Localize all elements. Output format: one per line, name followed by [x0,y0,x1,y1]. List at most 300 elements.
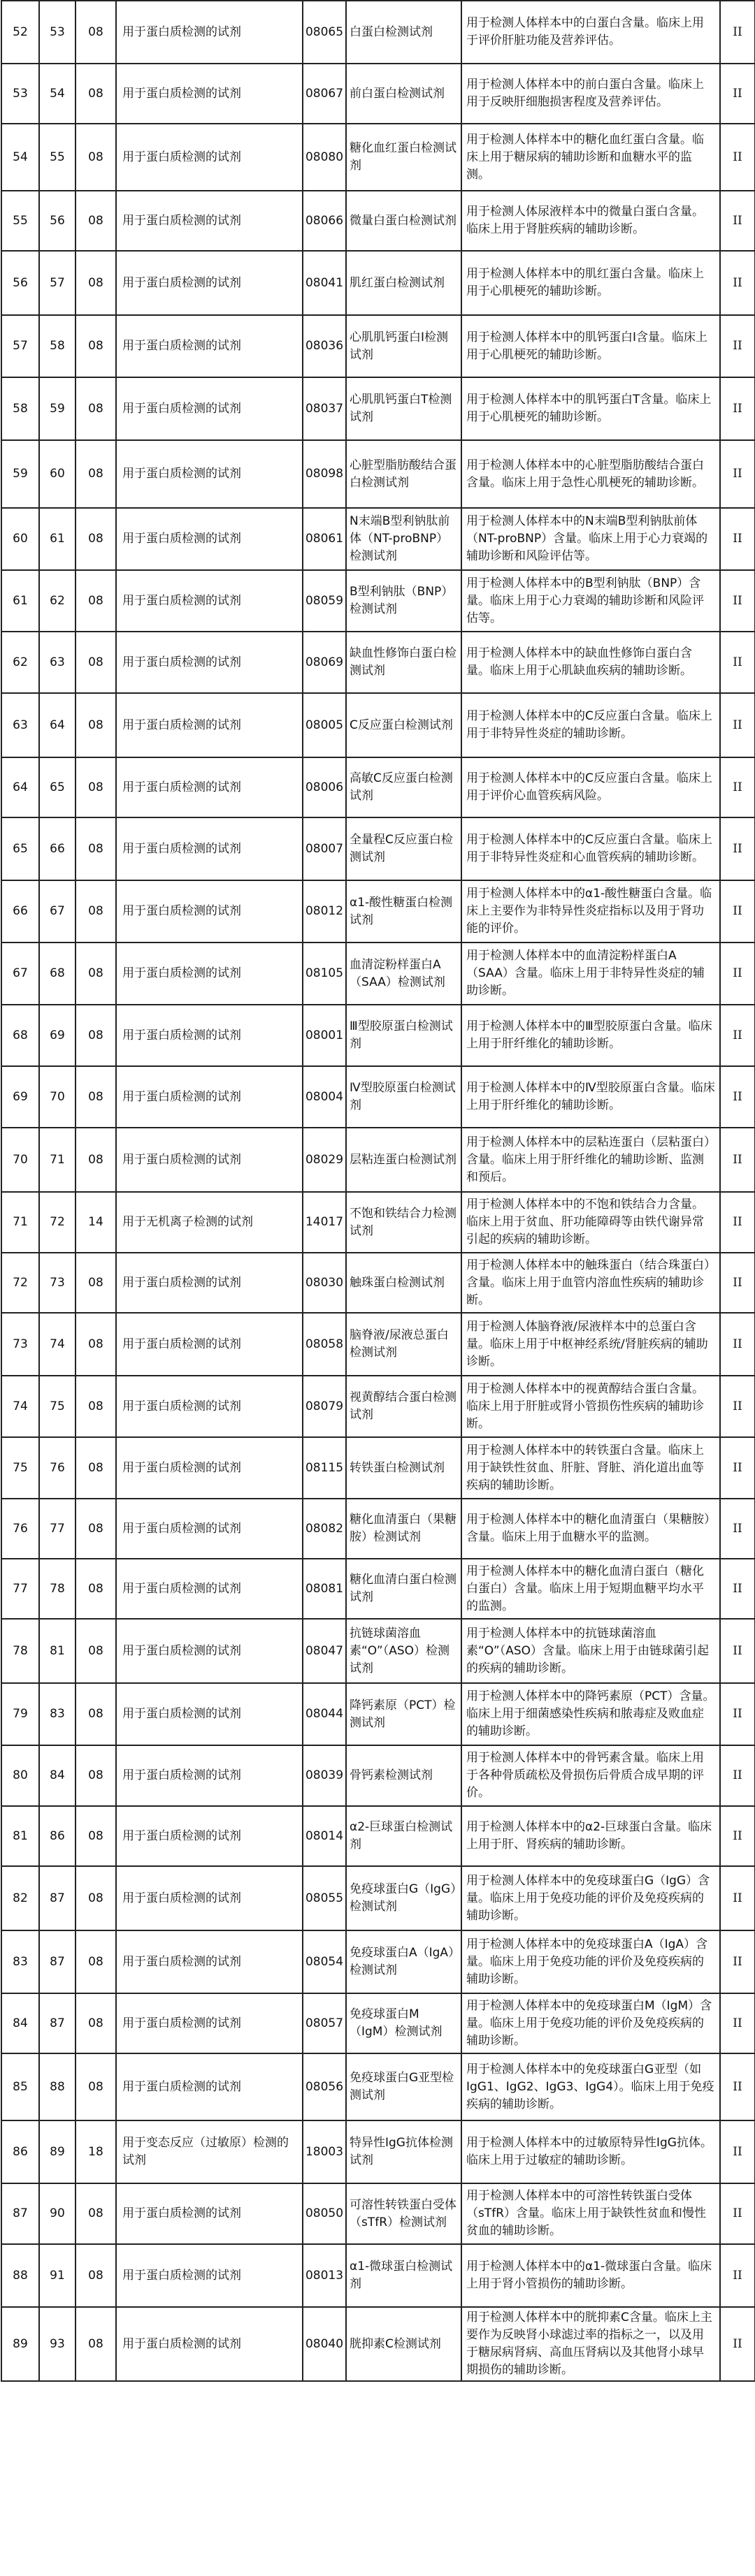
management-class: II [720,1559,755,1619]
intended-use: 用于检测人体样本中的免疫球蛋白M（IgM）含量。临床上用于免疫功能的评价及免疫疾病的辅助诊断。 [461,1993,720,2053]
product-code: 08055 [303,1866,346,1930]
intended-use: 用于检测人体样本中的α1-微球蛋白含量。临床上用于肾小管损伤的辅助诊断。 [461,2244,720,2307]
category-name: 用于蛋白质检测的试剂 [116,64,303,124]
product-name: Ⅳ型胶原蛋白检测试剂 [346,1066,461,1128]
category-name: 用于蛋白质检测的试剂 [116,1005,303,1066]
product-code: 08005 [303,693,346,757]
category-name: 用于无机离子检测的试剂 [116,1192,303,1253]
source-number: 69 [39,1005,76,1066]
management-class: II [720,1128,755,1192]
product-name: 胱抑素C检测试剂 [346,2307,461,2381]
table-row [1,1683,755,1745]
management-class: II [720,693,755,757]
category-code: 08 [76,1253,116,1313]
intended-use: 用于检测人体样本中的免疫球蛋白A（IgA）含量。临床上用于免疫功能的评价及免疫疾病的辅助诊断。 [461,1930,720,1993]
row-number: 74 [1,1376,39,1437]
management-class: II [720,1066,755,1128]
product-code: 08115 [303,1437,346,1499]
product-code: 08013 [303,2244,346,2307]
product-code: 08079 [303,1376,346,1437]
source-number: 78 [39,1559,76,1619]
product-code: 08080 [303,124,346,191]
category-code: 08 [76,64,116,124]
table-row [1,251,755,315]
table-row [1,191,755,251]
product-code: 08007 [303,817,346,880]
table-row [1,1559,755,1619]
category-code: 08 [76,1806,116,1866]
category-name: 用于蛋白质检测的试剂 [116,817,303,880]
product-name: α1-酸性糖蛋白检测试剂 [346,880,461,943]
product-name: 转铁蛋白检测试剂 [346,1437,461,1499]
intended-use: 用于检测人体样本中的Ⅲ型胶原蛋白含量。临床上用于肝纤维化的辅助诊断。 [461,1005,720,1066]
table-row [1,1499,755,1559]
intended-use: 用于检测人体样本中的不饱和铁结合力含量。临床上用于贫血、肝功能障碍等由铁代谢异常引起的疾病的辅助诊断。 [461,1192,720,1253]
row-number: 57 [1,315,39,377]
category-code: 08 [76,2183,116,2244]
product-code: 08082 [303,1499,346,1559]
product-name: 触珠蛋白检测试剂 [346,1253,461,1313]
table-row [1,315,755,377]
source-number: 67 [39,880,76,943]
category-code: 08 [76,1313,116,1376]
row-number: 73 [1,1313,39,1376]
product-name: 特异性IgG抗体检测试剂 [346,2120,461,2183]
category-name: 用于蛋白质检测的试剂 [116,1437,303,1499]
management-class: II [720,1683,755,1745]
intended-use: 用于检测人体样本中的肌红蛋白含量。临床上用于心肌梗死的辅助诊断。 [461,251,720,315]
management-class: II [720,1619,755,1683]
row-number: 79 [1,1683,39,1745]
row-number: 86 [1,2120,39,2183]
category-code: 08 [76,1005,116,1066]
management-class: II [720,880,755,943]
table-row [1,1866,755,1930]
management-class: II [720,377,755,440]
intended-use: 用于检测人体样本中的糖化血清蛋白（果糖胺）含量。临床上用于血糖水平的监测。 [461,1499,720,1559]
source-number: 57 [39,251,76,315]
intended-use: 用于检测人体样本中的视黄醇结合蛋白含量。临床上用于肝脏或肾小管损伤性疾病的辅助诊断。 [461,1376,720,1437]
table-row [1,124,755,191]
product-code: 08059 [303,570,346,632]
product-name: 糖化血红蛋白检测试剂 [346,124,461,191]
management-class: II [720,1866,755,1930]
product-name: 脑脊液/尿液总蛋白检测试剂 [346,1313,461,1376]
management-class: II [720,1499,755,1559]
management-class: II [720,124,755,191]
category-name: 用于蛋白质检测的试剂 [116,1930,303,1993]
management-class: II [720,191,755,251]
category-code: 08 [76,1993,116,2053]
product-name: 全量程C反应蛋白检测试剂 [346,817,461,880]
product-code: 08036 [303,315,346,377]
table-row [1,817,755,880]
product-name: Ⅲ型胶原蛋白检测试剂 [346,1005,461,1066]
category-name: 用于蛋白质检测的试剂 [116,757,303,817]
product-name: 免疫球蛋白M（IgM）检测试剂 [346,1993,461,2053]
source-number: 70 [39,1066,76,1128]
intended-use: 用于检测人体样本中的C反应蛋白含量。临床上用于非特异性炎症的辅助诊断。 [461,693,720,757]
source-number: 58 [39,315,76,377]
management-class: II [720,2053,755,2120]
category-name: 用于蛋白质检测的试剂 [116,508,303,570]
product-name: 微量白蛋白检测试剂 [346,191,461,251]
category-name: 用于蛋白质检测的试剂 [116,1806,303,1866]
intended-use: 用于检测人体样本中的触珠蛋白（结合珠蛋白）含量。临床上用于血管内溶血性疾病的辅助诊断。 [461,1253,720,1313]
management-class: II [720,570,755,632]
management-class: II [720,1745,755,1806]
category-name: 用于蛋白质检测的试剂 [116,1745,303,1806]
source-number: 62 [39,570,76,632]
row-number: 81 [1,1806,39,1866]
category-code: 08 [76,632,116,693]
category-code: 08 [76,757,116,817]
source-number: 84 [39,1745,76,1806]
category-code: 14 [76,1192,116,1253]
category-code: 08 [76,570,116,632]
table-row [1,1437,755,1499]
product-name: 糖化血清白蛋白检测试剂 [346,1559,461,1619]
table-row [1,570,755,632]
management-class: II [720,508,755,570]
product-name: 血清淀粉样蛋白A（SAA）检测试剂 [346,943,461,1005]
management-class: II [720,1437,755,1499]
category-code: 08 [76,440,116,508]
source-number: 55 [39,124,76,191]
intended-use: 用于检测人体样本中的降钙素原（PCT）含量。临床上用于细菌感染性疾病和脓毒症及败血症的辅助诊断。 [461,1683,720,1745]
source-number: 76 [39,1437,76,1499]
row-number: 80 [1,1745,39,1806]
table-row [1,377,755,440]
product-code: 08037 [303,377,346,440]
table-row [1,632,755,693]
intended-use: 用于检测人体样本中的前白蛋白含量。临床上用于反映肝细胞损害程度及营养评估。 [461,64,720,124]
category-code: 08 [76,2053,116,2120]
category-name: 用于蛋白质检测的试剂 [116,1866,303,1930]
product-name: 缺血性修饰白蛋白检测试剂 [346,632,461,693]
row-number: 77 [1,1559,39,1619]
source-number: 56 [39,191,76,251]
category-name: 用于蛋白质检测的试剂 [116,1313,303,1376]
management-class: II [720,1005,755,1066]
category-name: 用于变态反应（过敏原）检测的试剂 [116,2120,303,2183]
management-class: II [720,1,755,64]
category-name: 用于蛋白质检测的试剂 [116,1376,303,1437]
catalog-table [1,0,755,2382]
source-number: 72 [39,1192,76,1253]
product-code: 08056 [303,2053,346,2120]
row-number: 54 [1,124,39,191]
row-number: 70 [1,1128,39,1192]
table-row [1,1253,755,1313]
product-code: 08098 [303,440,346,508]
row-number: 67 [1,943,39,1005]
intended-use: 用于检测人体样本中的α1-酸性糖蛋白含量。临床上主要作为非特异性炎症指标以及用于肾功能的评价。 [461,880,720,943]
product-name: 糖化血清蛋白（果糖胺）检测试剂 [346,1499,461,1559]
table-row [1,1993,755,2053]
product-code: 08029 [303,1128,346,1192]
table-row [1,1745,755,1806]
management-class: II [720,1313,755,1376]
product-name: 层粘连蛋白检测试剂 [346,1128,461,1192]
source-number: 87 [39,1866,76,1930]
intended-use: 用于检测人体样本中的N末端B型利钠肽前体（NT-proBNP）含量。临床上用于心力衰竭的辅助诊断和风险评估等。 [461,508,720,570]
management-class: II [720,1993,755,2053]
category-code: 08 [76,124,116,191]
source-number: 53 [39,1,76,64]
category-code: 08 [76,1619,116,1683]
row-number: 64 [1,757,39,817]
row-number: 83 [1,1930,39,1993]
category-name: 用于蛋白质检测的试剂 [116,943,303,1005]
row-number: 88 [1,2244,39,2307]
category-name: 用于蛋白质检测的试剂 [116,315,303,377]
intended-use: 用于检测人体样本中的糖化血红蛋白含量。临床上用于糖尿病的辅助诊断和血糖水平的监测。 [461,124,720,191]
row-number: 68 [1,1005,39,1066]
product-name: C反应蛋白检测试剂 [346,693,461,757]
category-code: 08 [76,1866,116,1930]
row-number: 72 [1,1253,39,1313]
product-name: α2-巨球蛋白检测试剂 [346,1806,461,1866]
category-code: 18 [76,2120,116,2183]
table-row [1,2120,755,2183]
row-number: 85 [1,2053,39,2120]
category-code: 08 [76,1559,116,1619]
source-number: 61 [39,508,76,570]
category-code: 08 [76,880,116,943]
intended-use: 用于检测人体样本中的转铁蛋白含量。临床上用于缺铁性贫血、肝脏、肾脏、消化道出血等疾病的辅助诊断。 [461,1437,720,1499]
product-name: 高敏C反应蛋白检测试剂 [346,757,461,817]
intended-use: 用于检测人体样本中的C反应蛋白含量。临床上用于评价心血管疾病风险。 [461,757,720,817]
category-code: 08 [76,693,116,757]
product-name: 视黄醇结合蛋白检测试剂 [346,1376,461,1437]
table-row [1,943,755,1005]
table-row [1,1066,755,1128]
product-name: 免疫球蛋白G（IgG）检测试剂 [346,1866,461,1930]
source-number: 54 [39,64,76,124]
category-name: 用于蛋白质检测的试剂 [116,251,303,315]
category-name: 用于蛋白质检测的试剂 [116,1683,303,1745]
source-number: 90 [39,2183,76,2244]
category-name: 用于蛋白质检测的试剂 [116,440,303,508]
category-code: 08 [76,1930,116,1993]
category-name: 用于蛋白质检测的试剂 [116,2244,303,2307]
product-code: 08006 [303,757,346,817]
product-code: 08065 [303,1,346,64]
table-row [1,2244,755,2307]
row-number: 59 [1,440,39,508]
category-name: 用于蛋白质检测的试剂 [116,1,303,64]
category-code: 08 [76,191,116,251]
product-name: 不饱和铁结合力检测试剂 [346,1192,461,1253]
source-number: 81 [39,1619,76,1683]
category-name: 用于蛋白质检测的试剂 [116,1993,303,2053]
product-name: 免疫球蛋白A（IgA）检测试剂 [346,1930,461,1993]
management-class: II [720,64,755,124]
intended-use: 用于检测人体样本中的骨钙素含量。临床上用于各种骨质疏松及骨损伤后骨质合成早期的评价。 [461,1745,720,1806]
category-name: 用于蛋白质检测的试剂 [116,880,303,943]
category-code: 08 [76,943,116,1005]
source-number: 59 [39,377,76,440]
table-row [1,1376,755,1437]
row-number: 78 [1,1619,39,1683]
category-name: 用于蛋白质检测的试剂 [116,2053,303,2120]
management-class: II [720,757,755,817]
category-name: 用于蛋白质检测的试剂 [116,1253,303,1313]
table-row [1,64,755,124]
row-number: 65 [1,817,39,880]
source-number: 91 [39,2244,76,2307]
row-number: 87 [1,2183,39,2244]
management-class: II [720,440,755,508]
intended-use: 用于检测人体样本中的Ⅳ型胶原蛋白含量。临床上用于肝纤维化的辅助诊断。 [461,1066,720,1128]
product-code: 08067 [303,64,346,124]
category-name: 用于蛋白质检测的试剂 [116,124,303,191]
row-number: 55 [1,191,39,251]
category-code: 08 [76,315,116,377]
row-number: 89 [1,2307,39,2381]
source-number: 63 [39,632,76,693]
source-number: 71 [39,1128,76,1192]
intended-use: 用于检测人体样本中的胱抑素C含量。临床上主要作为反映肾小球滤过率的指标之一，以及用于糖尿病肾病、高血压肾病以及其他肾小球早期损伤的辅助诊断。 [461,2307,720,2381]
management-class: II [720,1930,755,1993]
category-name: 用于蛋白质检测的试剂 [116,632,303,693]
product-code: 08039 [303,1745,346,1806]
intended-use: 用于检测人体样本中的C反应蛋白含量。临床上用于非特异性炎症和心血管疾病的辅助诊断。 [461,817,720,880]
row-number: 53 [1,64,39,124]
catalog-table-body [1,1,755,2381]
row-number: 61 [1,570,39,632]
source-number: 73 [39,1253,76,1313]
table-row [1,757,755,817]
category-name: 用于蛋白质检测的试剂 [116,1619,303,1683]
table-row [1,1,755,64]
source-number: 89 [39,2120,76,2183]
product-code: 18003 [303,2120,346,2183]
category-code: 08 [76,1499,116,1559]
product-code: 08044 [303,1683,346,1745]
source-number: 65 [39,757,76,817]
product-name: 心肌肌钙蛋白T检测试剂 [346,377,461,440]
product-code: 08030 [303,1253,346,1313]
table-row [1,1313,755,1376]
table-row [1,1128,755,1192]
intended-use: 用于检测人体样本中的层粘连蛋白（层粘蛋白）含量。临床上用于肝纤维化的辅助诊断、监测和预后。 [461,1128,720,1192]
row-number: 82 [1,1866,39,1930]
product-code: 08057 [303,1993,346,2053]
category-name: 用于蛋白质检测的试剂 [116,191,303,251]
source-number: 88 [39,2053,76,2120]
category-code: 08 [76,1745,116,1806]
product-name: 肌红蛋白检测试剂 [346,251,461,315]
product-code: 08069 [303,632,346,693]
management-class: II [720,2183,755,2244]
intended-use: 用于检测人体样本中的白蛋白含量。临床上用于评价肝脏功能及营养评估。 [461,1,720,64]
table-row [1,2183,755,2244]
category-name: 用于蛋白质检测的试剂 [116,1559,303,1619]
intended-use: 用于检测人体样本中的B型利钠肽（BNP）含量。临床上用于心力衰竭的辅助诊断和风险评估等。 [461,570,720,632]
category-code: 08 [76,508,116,570]
management-class: II [720,817,755,880]
row-number: 76 [1,1499,39,1559]
intended-use: 用于检测人体样本中的免疫球蛋白G（IgG）含量。临床上用于免疫功能的评价及免疫疾病的辅助诊断。 [461,1866,720,1930]
product-code: 08066 [303,191,346,251]
row-number: 62 [1,632,39,693]
source-number: 64 [39,693,76,757]
product-code: 08040 [303,2307,346,2381]
product-code: 08001 [303,1005,346,1066]
product-name: 可溶性转铁蛋白受体（sTfR）检测试剂 [346,2183,461,2244]
source-number: 66 [39,817,76,880]
source-number: 68 [39,943,76,1005]
intended-use: 用于检测人体样本中的血清淀粉样蛋白A（SAA）含量。临床上用于非特异性炎症的辅助诊断。 [461,943,720,1005]
product-code: 08050 [303,2183,346,2244]
intended-use: 用于检测人体样本中的抗链球菌溶血素“O”（ASO）含量。临床上用于由链球菌引起的疾病的辅助诊断。 [461,1619,720,1683]
table-row [1,1005,755,1066]
management-class: II [720,632,755,693]
management-class: II [720,1376,755,1437]
table-row [1,2307,755,2381]
product-name: 骨钙素检测试剂 [346,1745,461,1806]
row-number: 69 [1,1066,39,1128]
management-class: II [720,315,755,377]
category-name: 用于蛋白质检测的试剂 [116,2183,303,2244]
table-row [1,1806,755,1866]
row-number: 56 [1,251,39,315]
category-name: 用于蛋白质检测的试剂 [116,693,303,757]
intended-use: 用于检测人体样本中的免疫球蛋白G亚型（如IgG1、IgG2、IgG3、IgG4）。临床上用于免疫疾病的辅助诊断。 [461,2053,720,2120]
table-row [1,1192,755,1253]
product-name: α1-微球蛋白检测试剂 [346,2244,461,2307]
product-code: 08047 [303,1619,346,1683]
product-name: 心肌肌钙蛋白I检测试剂 [346,315,461,377]
category-name: 用于蛋白质检测的试剂 [116,2307,303,2381]
intended-use: 用于检测人体样本中的心脏型脂肪酸结合蛋白含量。临床上用于急性心肌梗死的辅助诊断。 [461,440,720,508]
management-class: II [720,2120,755,2183]
row-number: 58 [1,377,39,440]
product-code: 08081 [303,1559,346,1619]
table-row [1,508,755,570]
source-number: 83 [39,1683,76,1745]
product-code: 08012 [303,880,346,943]
intended-use: 用于检测人体样本中的可溶性转铁蛋白受体（sTfR）含量。临床上用于缺铁性贫血和慢性贫血的辅助诊断。 [461,2183,720,2244]
intended-use: 用于检测人体样本中的α2-巨球蛋白含量。临床上用于肝、肾疾病的辅助诊断。 [461,1806,720,1866]
intended-use: 用于检测人体样本中的肌钙蛋白T含量。临床上用于心肌梗死的辅助诊断。 [461,377,720,440]
management-class: II [720,1253,755,1313]
source-number: 75 [39,1376,76,1437]
category-code: 08 [76,251,116,315]
row-number: 60 [1,508,39,570]
row-number: 84 [1,1993,39,2053]
product-code: 08054 [303,1930,346,1993]
product-name: B型利钠肽（BNP）检测试剂 [346,570,461,632]
intended-use: 用于检测人体脑脊液/尿液样本中的总蛋白含量。临床上用于中枢神经系统/肾脏疾病的辅助诊断。 [461,1313,720,1376]
category-name: 用于蛋白质检测的试剂 [116,377,303,440]
management-class: II [720,1806,755,1866]
category-code: 08 [76,817,116,880]
category-code: 08 [76,1,116,64]
table-row [1,440,755,508]
row-number: 66 [1,880,39,943]
management-class: II [720,2244,755,2307]
source-number: 74 [39,1313,76,1376]
product-code: 08061 [303,508,346,570]
category-name: 用于蛋白质检测的试剂 [116,570,303,632]
product-name: N末端B型利钠肽前体（NT-proBNP）检测试剂 [346,508,461,570]
product-name: 降钙素原（PCT）检测试剂 [346,1683,461,1745]
row-number: 71 [1,1192,39,1253]
category-code: 08 [76,1683,116,1745]
